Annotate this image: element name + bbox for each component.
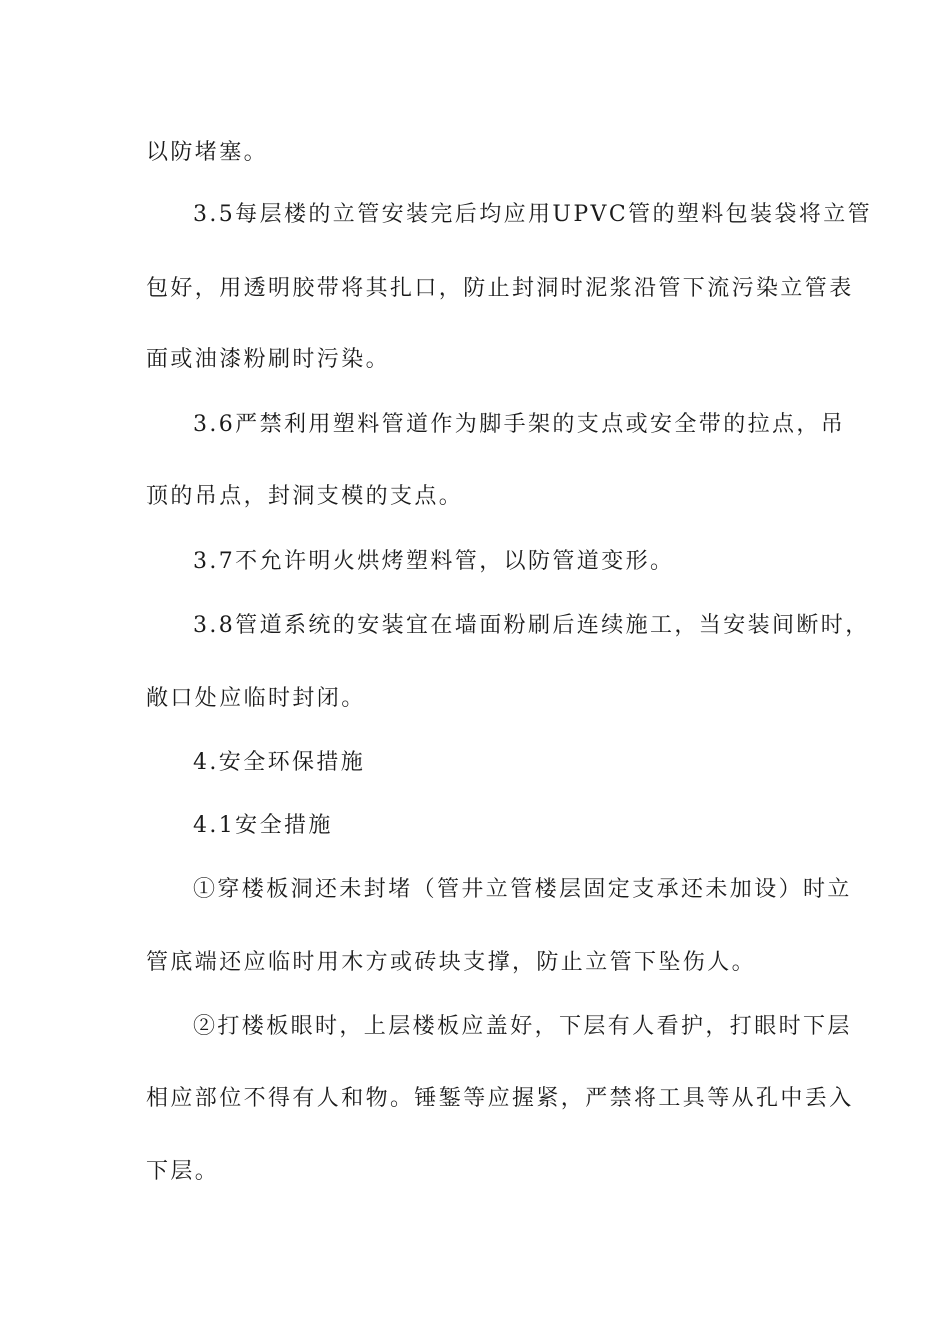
paragraph-line: 3.6严禁利用塑料管道作为脚手架的支点或安全带的拉点，吊 [193,412,846,437]
paragraph-line: 下层。 [146,1159,220,1184]
paragraph-line: 敞口处应临时封闭。 [146,686,366,711]
paragraph-line: ②打楼板眼时，上层楼板应盖好，下层有人看护，打眼时下层 [193,1014,852,1039]
paragraph-line: 包好，用透明胶带将其扎口，防止封洞时泥浆沿管下流污染立管表 [146,276,854,301]
paragraph-line: 3.8管道系统的安装宜在墙面粉刷后连续施工，当安装间断时， [193,613,870,638]
paragraph-line: 管底端还应临时用木方或砖块支撑，防止立管下坠伤人。 [146,950,757,975]
paragraph-line: 以防堵塞。 [146,140,269,165]
paragraph-line: 3.7不允许明火烘烤塑料管，以防管道变形。 [193,549,675,574]
subsection-heading: 4.1安全措施 [193,813,333,838]
paragraph-line: 面或油漆粉刷时污染。 [146,347,391,372]
paragraph-line: 相应部位不得有人和物。锤錾等应握紧，严禁将工具等从孔中丢入 [146,1086,854,1111]
section-heading: 4.安全环保措施 [193,750,366,775]
paragraph-line: 3.5每层楼的立管安装完后均应用UPVC管的塑料包装袋将立管 [193,202,873,227]
paragraph-line: 顶的吊点，封洞支模的支点。 [146,484,464,509]
paragraph-line: ①穿楼板洞还未封堵（管井立管楼层固定支承还未加设）时立 [193,877,852,902]
